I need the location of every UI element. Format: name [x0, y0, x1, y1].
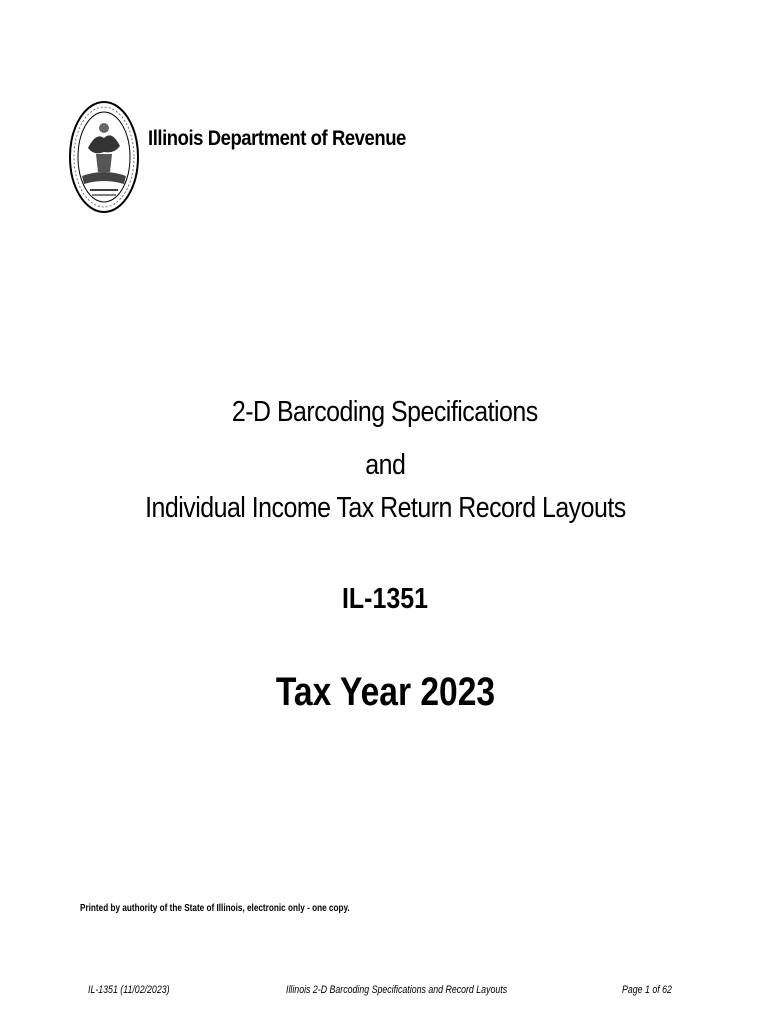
document-title-line-3: Individual Income Tax Return Record Layouts [144, 492, 626, 524]
form-number: IL-1351 [342, 583, 428, 615]
footer-document-title: Illinois 2-D Barcoding Specifications and Record Layouts [286, 984, 508, 996]
document-title-line-2: and [364, 449, 406, 481]
footer-form-revision: IL-1351 (11/02/2023) [88, 984, 170, 996]
document-title-line-1: 2-D Barcoding Specifications [232, 396, 538, 428]
agency-name: Illinois Department of Revenue [148, 127, 406, 150]
tax-year: Tax Year 2023 [275, 670, 495, 714]
authority-note: Printed by authority of the State of Illinois, electronic only - one copy. [80, 902, 350, 914]
footer-page-number: Page 1 of 62 [622, 984, 672, 996]
illinois-state-seal-icon [66, 98, 142, 216]
